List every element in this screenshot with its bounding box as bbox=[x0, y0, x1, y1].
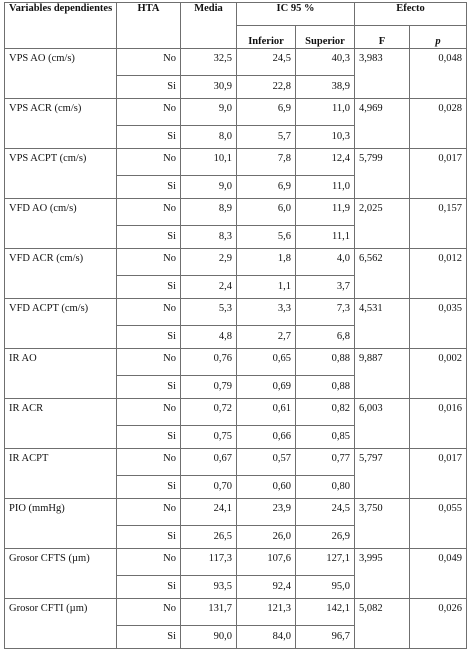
inferior-cell: 23,9 bbox=[237, 499, 296, 526]
media-cell: 26,5 bbox=[181, 526, 237, 549]
superior-cell: 0,88 bbox=[296, 376, 355, 399]
statistics-table bbox=[4, 2, 467, 649]
table-row bbox=[5, 449, 467, 476]
inferior-cell: 1,1 bbox=[237, 276, 296, 299]
inferior-cell: 0,66 bbox=[237, 426, 296, 449]
inferior-cell: 92,4 bbox=[237, 576, 296, 599]
superior-cell: 38,9 bbox=[296, 76, 355, 99]
f-value-cell: 5,082 bbox=[355, 599, 410, 649]
hta-cell: No bbox=[117, 549, 181, 576]
inferior-cell: 121,3 bbox=[237, 599, 296, 626]
f-value-cell: 3,750 bbox=[355, 499, 410, 549]
media-cell: 93,5 bbox=[181, 576, 237, 599]
table-body bbox=[5, 49, 467, 649]
inferior-cell: 0,61 bbox=[237, 399, 296, 426]
superior-cell: 4,0 bbox=[296, 249, 355, 276]
hta-cell: Si bbox=[117, 376, 181, 399]
hta-cell: No bbox=[117, 199, 181, 226]
inferior-cell: 6,9 bbox=[237, 176, 296, 199]
variable-name: PIO (mmHg) bbox=[5, 499, 117, 549]
media-cell: 9,0 bbox=[181, 176, 237, 199]
media-cell: 0,67 bbox=[181, 449, 237, 476]
superior-cell: 11,1 bbox=[296, 226, 355, 249]
inferior-cell: 5,6 bbox=[237, 226, 296, 249]
hta-cell: Si bbox=[117, 326, 181, 349]
media-cell: 8,3 bbox=[181, 226, 237, 249]
table-row bbox=[5, 399, 467, 426]
inferior-cell: 0,69 bbox=[237, 376, 296, 399]
hta-cell: Si bbox=[117, 176, 181, 199]
variable-name: IR AO bbox=[5, 349, 117, 399]
header-efecto: Efecto bbox=[355, 3, 467, 26]
header-ic95: IC 95 % bbox=[237, 3, 355, 26]
superior-cell: 0,85 bbox=[296, 426, 355, 449]
p-value-cell: 0,026 bbox=[410, 599, 467, 649]
inferior-cell: 24,5 bbox=[237, 49, 296, 76]
p-value-cell: 0,016 bbox=[410, 399, 467, 449]
p-value-cell: 0,017 bbox=[410, 149, 467, 199]
inferior-cell: 7,8 bbox=[237, 149, 296, 176]
superior-cell: 127,1 bbox=[296, 549, 355, 576]
inferior-cell: 1,8 bbox=[237, 249, 296, 276]
superior-cell: 10,3 bbox=[296, 126, 355, 149]
variable-name: VFD ACPT (cm/s) bbox=[5, 299, 117, 349]
p-value-cell: 0,002 bbox=[410, 349, 467, 399]
table-row bbox=[5, 599, 467, 626]
media-cell: 4,8 bbox=[181, 326, 237, 349]
f-value-cell: 9,887 bbox=[355, 349, 410, 399]
media-cell: 0,79 bbox=[181, 376, 237, 399]
p-value-cell: 0,017 bbox=[410, 449, 467, 499]
p-value-cell: 0,157 bbox=[410, 199, 467, 249]
media-cell: 9,0 bbox=[181, 99, 237, 126]
hta-cell: Si bbox=[117, 126, 181, 149]
inferior-cell: 5,7 bbox=[237, 126, 296, 149]
media-cell: 24,1 bbox=[181, 499, 237, 526]
superior-cell: 26,9 bbox=[296, 526, 355, 549]
inferior-cell: 0,65 bbox=[237, 349, 296, 376]
superior-cell: 142,1 bbox=[296, 599, 355, 626]
hta-cell: No bbox=[117, 149, 181, 176]
inferior-cell: 6,9 bbox=[237, 99, 296, 126]
hta-cell: No bbox=[117, 399, 181, 426]
media-cell: 131,7 bbox=[181, 599, 237, 626]
superior-cell: 0,88 bbox=[296, 349, 355, 376]
f-value-cell: 4,531 bbox=[355, 299, 410, 349]
superior-cell: 95,0 bbox=[296, 576, 355, 599]
hta-cell: No bbox=[117, 499, 181, 526]
hta-cell: No bbox=[117, 49, 181, 76]
p-value-cell: 0,049 bbox=[410, 549, 467, 599]
f-value-cell: 3,995 bbox=[355, 549, 410, 599]
superior-cell: 11,0 bbox=[296, 99, 355, 126]
hta-cell: Si bbox=[117, 526, 181, 549]
table-row bbox=[5, 99, 467, 126]
table-row bbox=[5, 49, 467, 76]
inferior-cell: 26,0 bbox=[237, 526, 296, 549]
header-media: Media bbox=[181, 3, 237, 49]
hta-cell: Si bbox=[117, 476, 181, 499]
superior-cell: 11,9 bbox=[296, 199, 355, 226]
variable-name: VPS ACPT (cm/s) bbox=[5, 149, 117, 199]
header-variables: Variables dependientes bbox=[5, 3, 117, 49]
variable-name: VFD ACR (cm/s) bbox=[5, 249, 117, 299]
inferior-cell: 107,6 bbox=[237, 549, 296, 576]
media-cell: 0,70 bbox=[181, 476, 237, 499]
p-value-cell: 0,055 bbox=[410, 499, 467, 549]
p-value-cell: 0,035 bbox=[410, 299, 467, 349]
superior-cell: 3,7 bbox=[296, 276, 355, 299]
variable-name: VFD AO (cm/s) bbox=[5, 199, 117, 249]
hta-cell: Si bbox=[117, 426, 181, 449]
header-hta: HTA bbox=[117, 3, 181, 49]
table-row bbox=[5, 149, 467, 176]
superior-cell: 6,8 bbox=[296, 326, 355, 349]
header-superior: Superior bbox=[296, 26, 355, 49]
superior-cell: 40,3 bbox=[296, 49, 355, 76]
p-value-cell: 0,028 bbox=[410, 99, 467, 149]
media-cell: 8,0 bbox=[181, 126, 237, 149]
variable-name: IR ACR bbox=[5, 399, 117, 449]
media-cell: 32,5 bbox=[181, 49, 237, 76]
table-row bbox=[5, 499, 467, 526]
f-value-cell: 2,025 bbox=[355, 199, 410, 249]
hta-cell: Si bbox=[117, 76, 181, 99]
table-row bbox=[5, 249, 467, 276]
hta-cell: Si bbox=[117, 276, 181, 299]
variable-name: IR ACPT bbox=[5, 449, 117, 499]
inferior-cell: 3,3 bbox=[237, 299, 296, 326]
p-value-cell: 0,012 bbox=[410, 249, 467, 299]
superior-cell: 0,77 bbox=[296, 449, 355, 476]
superior-cell: 24,5 bbox=[296, 499, 355, 526]
header-f: F bbox=[355, 26, 410, 49]
media-cell: 0,75 bbox=[181, 426, 237, 449]
header-row-1 bbox=[5, 3, 467, 26]
superior-cell: 96,7 bbox=[296, 626, 355, 649]
superior-cell: 0,80 bbox=[296, 476, 355, 499]
f-value-cell: 3,983 bbox=[355, 49, 410, 99]
media-cell: 30,9 bbox=[181, 76, 237, 99]
variable-name: VPS AO (cm/s) bbox=[5, 49, 117, 99]
header-p: p bbox=[410, 26, 467, 49]
inferior-cell: 6,0 bbox=[237, 199, 296, 226]
media-cell: 5,3 bbox=[181, 299, 237, 326]
media-cell: 0,72 bbox=[181, 399, 237, 426]
inferior-cell: 0,60 bbox=[237, 476, 296, 499]
f-value-cell: 6,562 bbox=[355, 249, 410, 299]
media-cell: 90,0 bbox=[181, 626, 237, 649]
p-value-cell: 0,048 bbox=[410, 49, 467, 99]
media-cell: 2,4 bbox=[181, 276, 237, 299]
hta-cell: No bbox=[117, 449, 181, 476]
variable-name: Grosor CFTS (µm) bbox=[5, 549, 117, 599]
inferior-cell: 84,0 bbox=[237, 626, 296, 649]
media-cell: 117,3 bbox=[181, 549, 237, 576]
superior-cell: 0,82 bbox=[296, 399, 355, 426]
hta-cell: No bbox=[117, 249, 181, 276]
f-value-cell: 6,003 bbox=[355, 399, 410, 449]
f-value-cell: 5,799 bbox=[355, 149, 410, 199]
media-cell: 0,76 bbox=[181, 349, 237, 376]
inferior-cell: 22,8 bbox=[237, 76, 296, 99]
superior-cell: 12,4 bbox=[296, 149, 355, 176]
hta-cell: Si bbox=[117, 226, 181, 249]
hta-cell: No bbox=[117, 349, 181, 376]
superior-cell: 11,0 bbox=[296, 176, 355, 199]
media-cell: 10,1 bbox=[181, 149, 237, 176]
hta-cell: No bbox=[117, 599, 181, 626]
hta-cell: Si bbox=[117, 576, 181, 599]
variable-name: Grosor CFTI (µm) bbox=[5, 599, 117, 649]
inferior-cell: 2,7 bbox=[237, 326, 296, 349]
variable-name: VPS ACR (cm/s) bbox=[5, 99, 117, 149]
table-row bbox=[5, 199, 467, 226]
hta-cell: No bbox=[117, 299, 181, 326]
f-value-cell: 4,969 bbox=[355, 99, 410, 149]
hta-cell: Si bbox=[117, 626, 181, 649]
media-cell: 2,9 bbox=[181, 249, 237, 276]
table-wrapper bbox=[4, 2, 467, 649]
inferior-cell: 0,57 bbox=[237, 449, 296, 476]
superior-cell: 7,3 bbox=[296, 299, 355, 326]
table-row bbox=[5, 299, 467, 326]
hta-cell: No bbox=[117, 99, 181, 126]
header-inferior: Inferior bbox=[237, 26, 296, 49]
table-row bbox=[5, 349, 467, 376]
media-cell: 8,9 bbox=[181, 199, 237, 226]
table-row bbox=[5, 549, 467, 576]
f-value-cell: 5,797 bbox=[355, 449, 410, 499]
